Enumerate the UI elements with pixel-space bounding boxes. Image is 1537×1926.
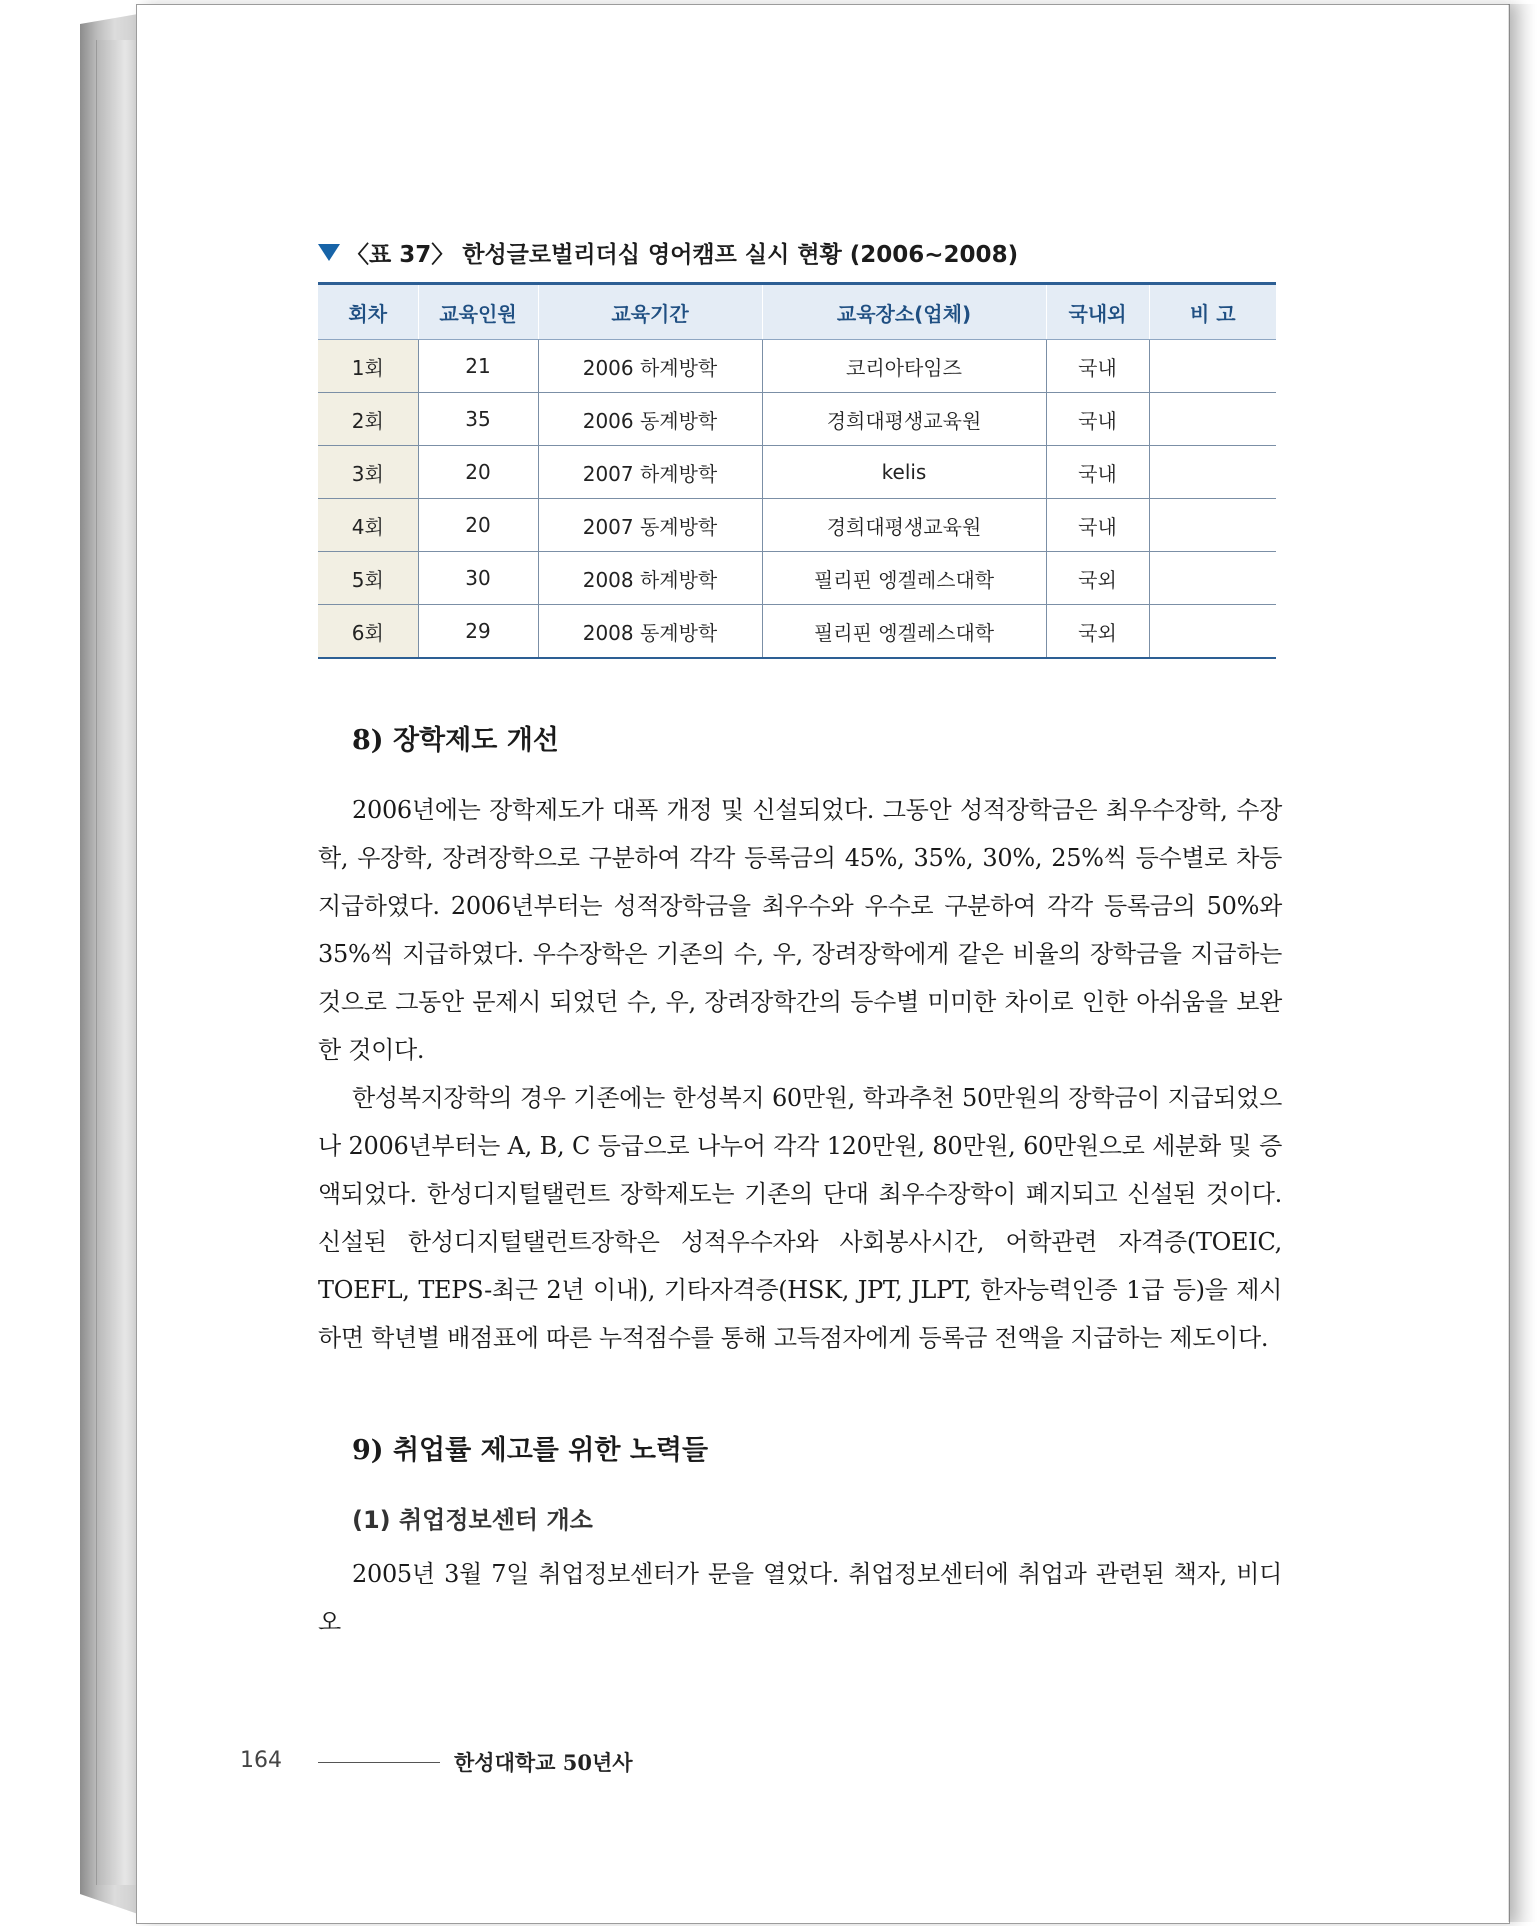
cell-period: 2008 하계방학	[538, 552, 762, 605]
table-caption-text: 〈표 37〉 한성글로벌리더십 영어캠프 실시 현황 (2006~2008)	[346, 242, 1019, 268]
cell-location: 경희대평생교육원	[762, 393, 1046, 446]
header-remarks: 비 고	[1149, 284, 1276, 340]
cell-period: 2007 하계방학	[538, 446, 762, 499]
cell-domestic: 국내	[1046, 393, 1149, 446]
cell-round: 3회	[318, 446, 418, 499]
cell-domestic: 국내	[1046, 446, 1149, 499]
cell-participants: 21	[418, 340, 538, 393]
page-number: 164	[240, 1748, 282, 1773]
cell-location: 코리아타임즈	[762, 340, 1046, 393]
cell-round: 2회	[318, 393, 418, 446]
cell-remarks	[1149, 340, 1276, 393]
cell-period: 2007 동계방학	[538, 499, 762, 552]
cell-remarks	[1149, 446, 1276, 499]
cell-remarks	[1149, 393, 1276, 446]
cell-domestic: 국내	[1046, 340, 1149, 393]
section-9-subtitle: (1) 취업정보센터 개소	[352, 1506, 593, 1534]
cell-round: 6회	[318, 605, 418, 659]
cell-location: 필리핀 엥겔레스대학	[762, 605, 1046, 659]
english-camp-table	[318, 282, 1276, 659]
table-row	[318, 605, 1276, 659]
cell-domestic: 국외	[1046, 552, 1149, 605]
table-header-row	[318, 284, 1276, 340]
cell-remarks	[1149, 499, 1276, 552]
cell-domestic: 국내	[1046, 499, 1149, 552]
table-row	[318, 552, 1276, 605]
section-8-paragraph-2: 한성복지장학의 경우 기존에는 한성복지 60만원, 학과추천 50만원의 장학금이 지급되었으나 2006년부터는 A, B, C 등급으로 나누어 각각 120만원, 80만원, 60만원으로 세분화 및 증액되었다. 한성디지털탤런트 장학제도는 기존의 단대 최우수장학이 폐지되고 신설된 것이다. 신설된 한성디지털탤런트장학은 성적우수자와 사회봉사시간, 어학관련 자격증(TOEIC, TOEFL, TEPS-최근 2년 이내), 기타자격증(HSK, JPT, JLPT, 한자능력인증 1급 등)을 제시하면 학년별 배점표에 따른 누적점수를 통해 고득점자에게 등록금 전액을 지급하는 제도이다.	[318, 1084, 1282, 1352]
cell-domestic: 국외	[1046, 605, 1149, 659]
cell-location: kelis	[762, 446, 1046, 499]
header-round: 회차	[318, 284, 418, 340]
cell-round: 4회	[318, 499, 418, 552]
table-row	[318, 446, 1276, 499]
cell-period: 2006 동계방학	[538, 393, 762, 446]
cell-round: 1회	[318, 340, 418, 393]
cell-participants: 29	[418, 605, 538, 659]
book-page-stack	[96, 40, 137, 1885]
cell-location: 경희대평생교육원	[762, 499, 1046, 552]
triangle-down-icon	[318, 244, 340, 261]
header-domestic: 국내외	[1046, 284, 1149, 340]
table-row	[318, 393, 1276, 446]
footer-divider	[318, 1762, 440, 1763]
table-row	[318, 340, 1276, 393]
footer-book-title: 한성대학교 50년사	[454, 1750, 633, 1775]
cell-period: 2008 동계방학	[538, 605, 762, 659]
cell-participants: 20	[418, 499, 538, 552]
cell-participants: 30	[418, 552, 538, 605]
section-9-title: 9) 취업률 제고를 위한 노력들	[352, 1435, 709, 1466]
cell-participants: 20	[418, 446, 538, 499]
table-row	[318, 499, 1276, 552]
header-participants: 교육인원	[418, 284, 538, 340]
table-caption	[318, 236, 1018, 269]
cell-participants: 35	[418, 393, 538, 446]
section-8-paragraph-1: 2006년에는 장학제도가 대폭 개정 및 신설되었다. 그동안 성적장학금은 최우수장학, 수장학, 우장학, 장려장학으로 구분하여 각각 등록금의 45%, 35%, 30%, 25%씩 등수별로 차등 지급하였다. 2006년부터는 성적장학금을 최우수와 우수로 구분하여 각각 등록금의 50%와 35%씩 지급하였다. 우수장학은 기존의 수, 우, 장려장학에게 같은 비율의 장학금을 지급하는 것으로 그동안 문제시 되었던 수, 우, 장려장학간의 등수별 미미한 차이로 인한 아쉬움을 보완한 것이다.	[318, 796, 1282, 1064]
cell-round: 5회	[318, 552, 418, 605]
page-shadow	[1508, 4, 1537, 1922]
cell-remarks	[1149, 552, 1276, 605]
cell-period: 2006 하계방학	[538, 340, 762, 393]
cell-remarks	[1149, 605, 1276, 659]
cell-location: 필리핀 엥겔레스대학	[762, 552, 1046, 605]
header-period: 교육기간	[538, 284, 762, 340]
section-8-title: 8) 장학제도 개선	[352, 725, 559, 756]
header-location: 교육장소(업체)	[762, 284, 1046, 340]
section-9-paragraph-1: 2005년 3월 7일 취업정보센터가 문을 열었다. 취업정보센터에 취업과 관련된 책자, 비디오	[318, 1560, 1282, 1636]
